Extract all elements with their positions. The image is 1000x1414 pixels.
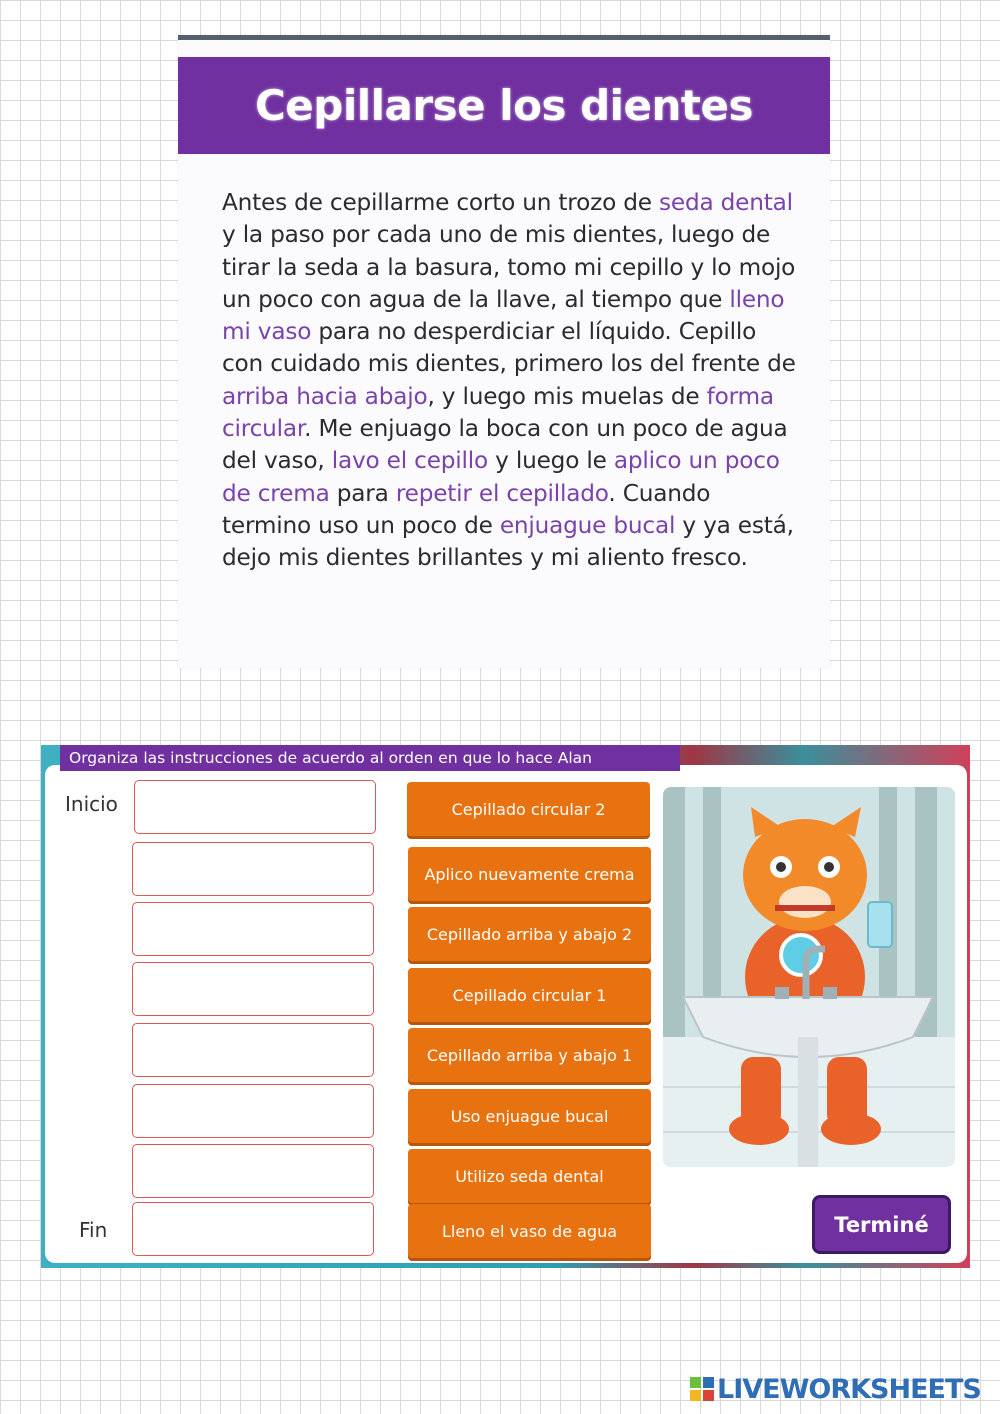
drop-slot-8[interactable] (132, 1202, 374, 1256)
reading-segment: y ya está, dejo mis dientes brillantes y mi aliento fresco. (222, 511, 794, 572)
reading-highlight: repetir el cepillado (395, 479, 609, 507)
reading-card (178, 35, 830, 668)
reading-segment: para no desperdiciar el líquido. Cepillo con cuidado mis dientes, primero los del frente de (222, 318, 796, 378)
option-uso-enjuague-bucal[interactable]: Uso enjuague bucal (408, 1089, 651, 1143)
option-cepillado-arriba-abajo-2[interactable]: Cepillado arriba y abajo 2 (408, 907, 651, 961)
reading-highlight: arriba hacia abajo (222, 382, 428, 410)
reading-segment: , y luego mis muelas de (427, 382, 707, 410)
drop-slot-3[interactable] (132, 902, 374, 956)
option-cepillado-circular-2[interactable]: Cepillado circular 2 (407, 782, 650, 836)
option-cepillado-arriba-abajo-1[interactable]: Cepillado arriba y abajo 1 (408, 1028, 651, 1082)
option-utilizo-seda-dental[interactable]: Utilizo seda dental (408, 1149, 651, 1203)
reading-highlight: forma circular (222, 382, 774, 443)
reading-segment: y la paso por cada uno de mis dientes, luego de tirar la seda a la basura, tomo mi cepillo y lo mojo un poco con agua de la llave, al tiempo que (222, 221, 796, 313)
reading-text (222, 187, 797, 575)
brand (690, 1372, 981, 1406)
done-button[interactable]: Terminé (812, 1195, 951, 1254)
start-label: Inicio (65, 792, 118, 816)
reading-segment: . Me enjuago la boca con un poco de agua del vaso, (222, 415, 788, 475)
reading-segment: y luego le (488, 447, 614, 475)
liveworksheets-logo-icon (690, 1377, 714, 1401)
option-aplico-nuevamente-crema[interactable]: Aplico nuevamente crema (408, 847, 651, 901)
illustration-svg (663, 787, 955, 1167)
end-label: Fin (79, 1218, 108, 1242)
option-cepillado-circular-1[interactable]: Cepillado circular 1 (408, 968, 651, 1022)
option-lleno-vaso-agua[interactable]: Lleno el vaso de agua (408, 1204, 651, 1258)
brand-name: LIVEWORKSHEETS (717, 1373, 981, 1405)
reading-highlight: lleno mi vaso (222, 285, 785, 346)
reading-highlight: aplico un poco de crema (222, 447, 780, 507)
reading-highlight: enjuague bucal (499, 511, 676, 539)
reading-highlight: lavo el cepillo (331, 447, 489, 475)
drop-slot-7[interactable] (132, 1144, 374, 1198)
reading-title: Cepillarse los dientes (254, 81, 753, 130)
drop-slot-4[interactable] (132, 962, 374, 1016)
reading-title-bar (178, 57, 830, 154)
drop-slot-6[interactable] (132, 1084, 374, 1138)
drop-slot-2[interactable] (132, 842, 374, 896)
reading-segment: . Cuando termino uso un poco de (222, 479, 711, 539)
reading-highlight: seda dental (659, 189, 793, 216)
reading-segment: Antes de cepillarme corto un trozo de (222, 189, 660, 216)
drop-slot-1[interactable] (134, 780, 376, 834)
drop-slot-5[interactable] (132, 1023, 374, 1077)
reading-segment: para (329, 479, 396, 507)
instruction-banner: Organiza las instrucciones de acuerdo al orden en que lo hace Alan (60, 745, 680, 771)
cat-brushing-teeth-illustration (663, 787, 955, 1167)
